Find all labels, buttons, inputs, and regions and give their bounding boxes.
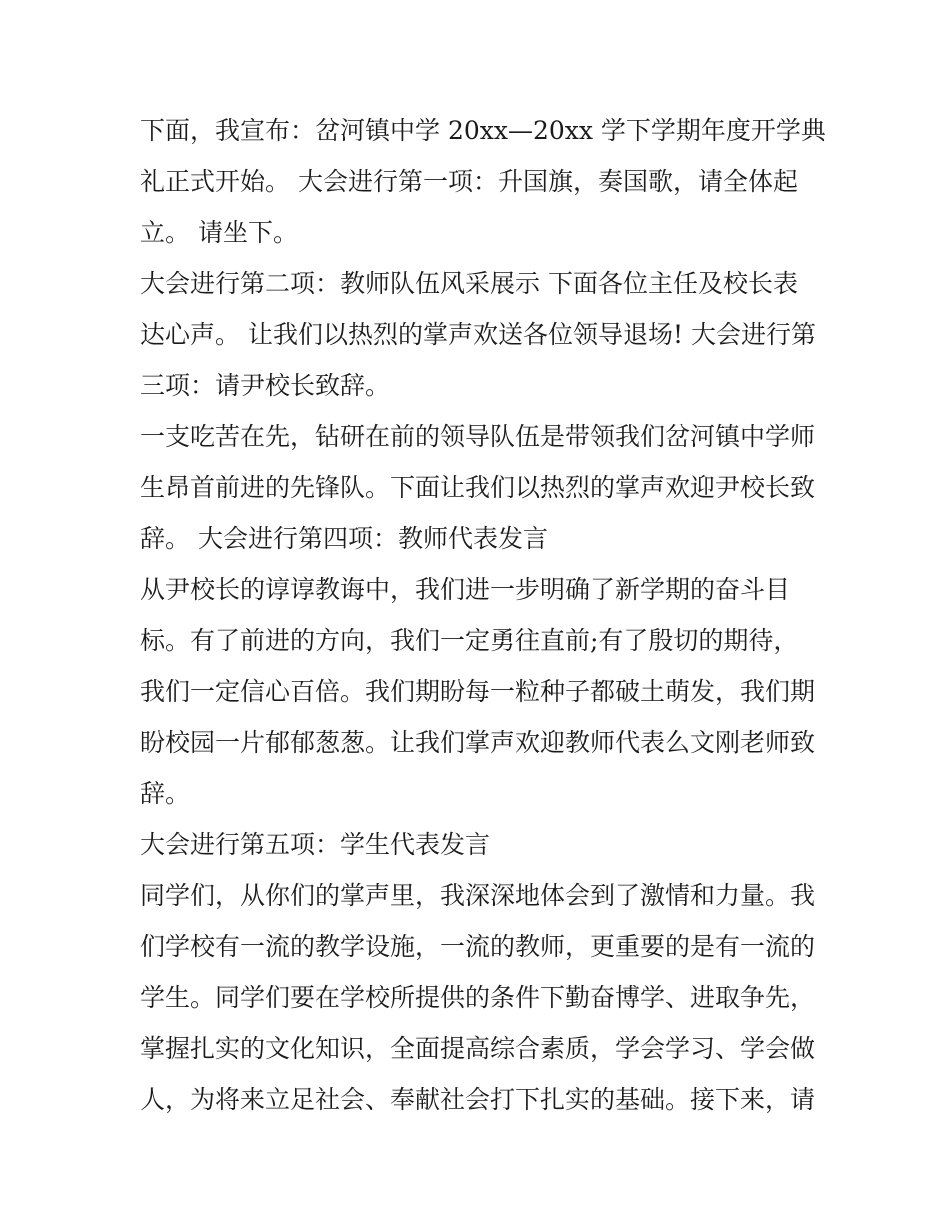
text-line: 人，为将来立足社会、奉献社会打下扎实的基础。接下来，请 (140, 1085, 816, 1114)
text-line: 辞。 大会进行第四项：教师代表发言 (140, 524, 548, 553)
document-body (140, 105, 826, 1125)
text-line: 标。有了前进的方向，我们一定勇往直前;有了殷切的期待， (140, 626, 799, 655)
text-line: 我们一定信心百倍。我们期盼每一粒种子都破土萌发，我们期 (140, 677, 816, 706)
text-line: 辞。 (140, 779, 191, 808)
text-line: 三项：请尹校长致辞。 (140, 371, 391, 400)
text-line: 下面，我宣布：岔河镇中学 20xx—20xx 学下学期年度开学典 (140, 116, 826, 145)
text-line: 一支吃苦在先，钻研在前的领导队伍是带领我们岔河镇中学师 (140, 422, 816, 451)
text-line: 掌握扎实的文化知识，全面提高综合素质，学会学习、学会做 (140, 1034, 816, 1063)
text-line: 们学校有一流的教学设施，一流的教师，更重要的是有一流的 (140, 932, 816, 961)
text-line: 大会进行第二项：教师队伍风采展示 下面各位主任及校长表 (140, 269, 798, 298)
text-line: 大会进行第五项：学生代表发言 (140, 830, 491, 859)
text-line: 同学们，从你们的掌声里，我深深地体会到了激情和力量。我 (140, 881, 816, 910)
text-line: 生昂首前进的先锋队。下面让我们以热烈的掌声欢迎尹校长致 (140, 473, 816, 502)
text-line: 达心声。 让我们以热烈的掌声欢送各位领导退场! 大会进行第 (140, 320, 816, 349)
text-line: 立。 请坐下。 (140, 218, 298, 247)
text-line: 礼正式开始。 大会进行第一项：升国旗，奏国歌，请全体起 (140, 167, 798, 196)
text-line: 盼校园一片郁郁葱葱。让我们掌声欢迎教师代表么文刚老师致 (140, 728, 816, 757)
text-line: 学生。同学们要在学校所提供的条件下勤奋博学、进取争先， (140, 983, 816, 1012)
text-line: 从尹校长的谆谆教诲中，我们进一步明确了新学期的奋斗目 (140, 575, 791, 604)
